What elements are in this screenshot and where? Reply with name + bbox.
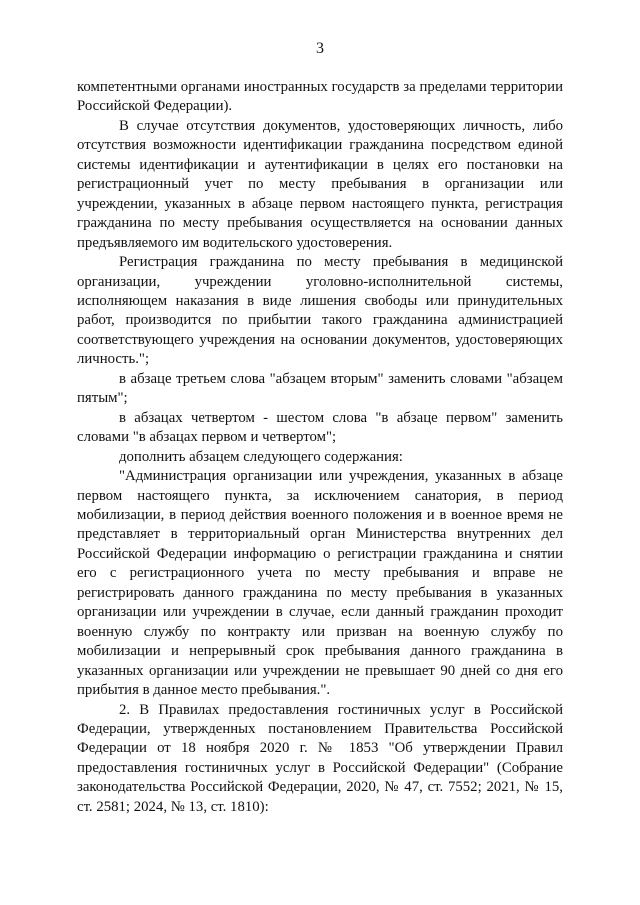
paragraph-medical-registration: Регистрация гражданина по месту пребывания в медицинской организации, учреждении уголовно-исполнительной системы, исполняющем наказания в виде лишения свободы или принудительных работ, производится по прибытии такого гражданина администрацией соответствующего учреждения на основании документов, удостоверяющих личность."; xyxy=(77,254,563,368)
page-number: 3 xyxy=(316,40,324,57)
paragraph-continuation: компетентными органами иностранных государств за пределами территории Российской Федерации). xyxy=(77,79,563,115)
document-body xyxy=(77,78,563,817)
paragraph-administration: "Администрация организации или учреждения, указанных в абзаце первом настоящего пункта, за исключением санатория, в период мобилизации, в период действия военного положения и в военное время не представляет в территориальный орган Министерства внутренних дел Российской Федерации информацию о регистрации гражданина и снятии его с регистрационного учета по месту пребывания и вправе не регистрировать данного гражданина по месту пребывания в указанных организации или учреждении в случае, если данный гражданин проходит военную службу по контракту или призван на военную службу по мобилизации и непрерывный срок пребывания данного гражданина в указанных организации или учреждении не превышает 90 дней со дня его прибытия в данное место пребывания.". xyxy=(77,468,563,699)
paragraph-missing-documents: В случае отсутствия документов, удостоверяющих личность, либо отсутствия возможности идентификации гражданина посредством единой системы идентификации и аутентификации в целях его постановки на регистрационный учет по месту пребывания в организации или учреждении, указанных в абзаце первом настоящего пункта, регистрация гражданина по месту пребывания осуществляется на основании данных предъявляемого им водительского удостоверения. xyxy=(77,117,563,251)
paragraph-add-intro: дополнить абзацем следующего содержания: xyxy=(119,448,403,465)
paragraph-item-2: 2. В Правилах предоставления гостиничных услуг в Российской Федерации, утвержденных постановлением Правительства Российской Федерации от 18 ноября 2020 г. № 1853 "Об утверждении Правил предоставления гостиничных услуг в Российской Федерации" (Собрание законодательства Российской Федерации, 2020, № 47, ст. 7552; 2021, № 15, ст. 2581; 2024, № 13, ст. 1810): xyxy=(77,701,563,815)
paragraph-amend-third: в абзаце третьем слова "абзацем вторым" заменить словами "абзацем пятым"; xyxy=(77,370,563,407)
paragraph-amend-fourth-sixth: в абзацах четвертом - шестом слова "в абзаце первом" заменить словами "в абзацах первом и четвертом"; xyxy=(77,409,563,446)
